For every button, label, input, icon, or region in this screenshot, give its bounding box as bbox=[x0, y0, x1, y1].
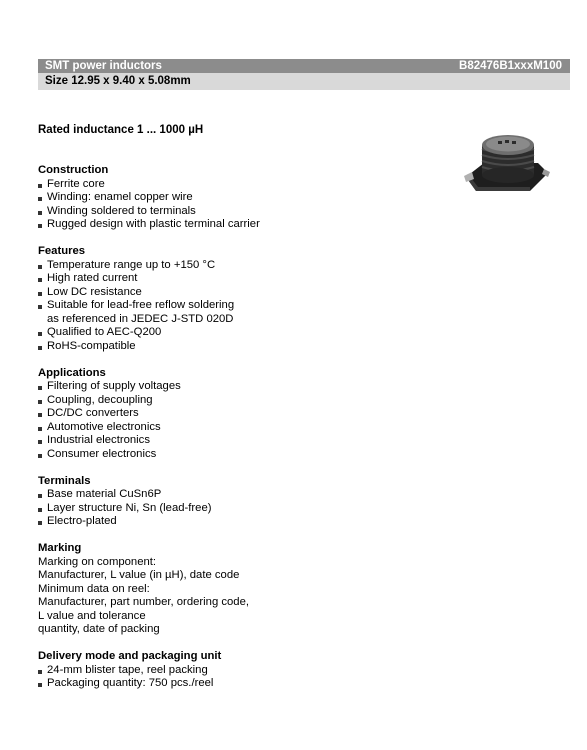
bullet-icon bbox=[38, 346, 42, 350]
part-number: B82476B1xxxM100 bbox=[459, 60, 562, 72]
bullet-icon bbox=[38, 454, 42, 458]
bullet-icon bbox=[38, 494, 42, 498]
list-item: Layer structure Ni, Sn (lead-free) bbox=[38, 502, 368, 516]
bullet-icon bbox=[38, 386, 42, 390]
inductor-product-image bbox=[460, 127, 552, 195]
list-item: 24-mm blister tape, reel packing bbox=[38, 664, 368, 678]
bullet-icon bbox=[38, 670, 42, 674]
bullet-icon bbox=[38, 332, 42, 336]
list-item: Coupling, decoupling bbox=[38, 394, 368, 408]
text-line: Minimum data on reel: bbox=[38, 582, 150, 595]
bullet-icon bbox=[38, 427, 42, 431]
bullet-icon bbox=[38, 400, 42, 404]
list-item: Filtering of supply voltages bbox=[38, 380, 368, 394]
product-family-title: SMT power inductors bbox=[45, 60, 162, 72]
bullet-icon bbox=[38, 265, 42, 269]
section-heading: Terminals bbox=[38, 474, 91, 487]
section-heading: Construction bbox=[38, 164, 109, 176]
section-heading: Marking bbox=[38, 542, 82, 554]
text-line: L value and tolerance bbox=[38, 609, 146, 622]
bullet-icon bbox=[38, 292, 42, 296]
list-item: Temperature range up to +150 °C bbox=[38, 259, 368, 273]
list-item: High rated current bbox=[38, 272, 368, 286]
applications-section bbox=[38, 367, 368, 462]
text-line: Manufacturer, L value (in µH), date code bbox=[38, 569, 240, 581]
list-item: Automotive electronics bbox=[38, 421, 368, 435]
list-item: RoHS-compatible bbox=[38, 340, 368, 354]
text-line: Marking on component: bbox=[38, 555, 157, 568]
list-item: Suitable for lead-free reflow soldering bbox=[38, 299, 368, 313]
section-heading: Delivery mode and packaging unit bbox=[38, 650, 222, 662]
bullet-icon bbox=[38, 521, 42, 525]
list-item: DC/DC converters bbox=[38, 407, 368, 421]
list-item: Packaging quantity: 750 pcs./reel bbox=[38, 677, 368, 691]
datasheet-content bbox=[38, 164, 368, 704]
rated-inductance: Rated inductance 1 ... 1000 µH bbox=[38, 124, 204, 136]
bullet-icon bbox=[38, 305, 42, 309]
list-item: Electro-plated bbox=[38, 515, 368, 529]
bullet-icon bbox=[38, 224, 42, 228]
list-item: Industrial electronics bbox=[38, 434, 368, 448]
terminals-section bbox=[38, 475, 368, 529]
bullet-icon bbox=[38, 508, 42, 512]
list-item: Low DC resistance bbox=[38, 286, 368, 300]
list-item: Winding: enamel copper wire bbox=[38, 191, 368, 205]
delivery-section bbox=[38, 650, 368, 691]
bullet-icon bbox=[38, 184, 42, 188]
list-item-continuation: as referenced in JEDEC J-STD 020D bbox=[47, 312, 234, 325]
bullet-icon bbox=[38, 683, 42, 687]
list-item: Ferrite core bbox=[38, 178, 368, 192]
bullet-icon bbox=[38, 440, 42, 444]
section-heading: Features bbox=[38, 245, 86, 257]
list-item: Base material CuSn6P bbox=[38, 488, 368, 502]
list-item: Consumer electronics bbox=[38, 448, 368, 462]
bullet-icon bbox=[38, 278, 42, 282]
bullet-icon bbox=[38, 211, 42, 215]
construction-section bbox=[38, 164, 368, 232]
list-item: Winding soldered to terminals bbox=[38, 205, 368, 219]
bullet-icon bbox=[38, 197, 42, 201]
size-bar bbox=[38, 73, 570, 90]
marking-section bbox=[38, 542, 368, 637]
bullet-icon bbox=[38, 413, 42, 417]
list-item: Rugged design with plastic terminal carrier bbox=[38, 218, 368, 232]
list-item: Qualified to AEC-Q200 bbox=[38, 326, 368, 340]
features-section bbox=[38, 245, 368, 353]
size-label: Size 12.95 x 9.40 x 5.08mm bbox=[45, 75, 191, 87]
text-line: quantity, date of packing bbox=[38, 623, 160, 635]
text-line: Manufacturer, part number, ordering code, bbox=[38, 596, 249, 608]
header-bar bbox=[38, 59, 570, 73]
section-heading: Applications bbox=[38, 366, 106, 379]
